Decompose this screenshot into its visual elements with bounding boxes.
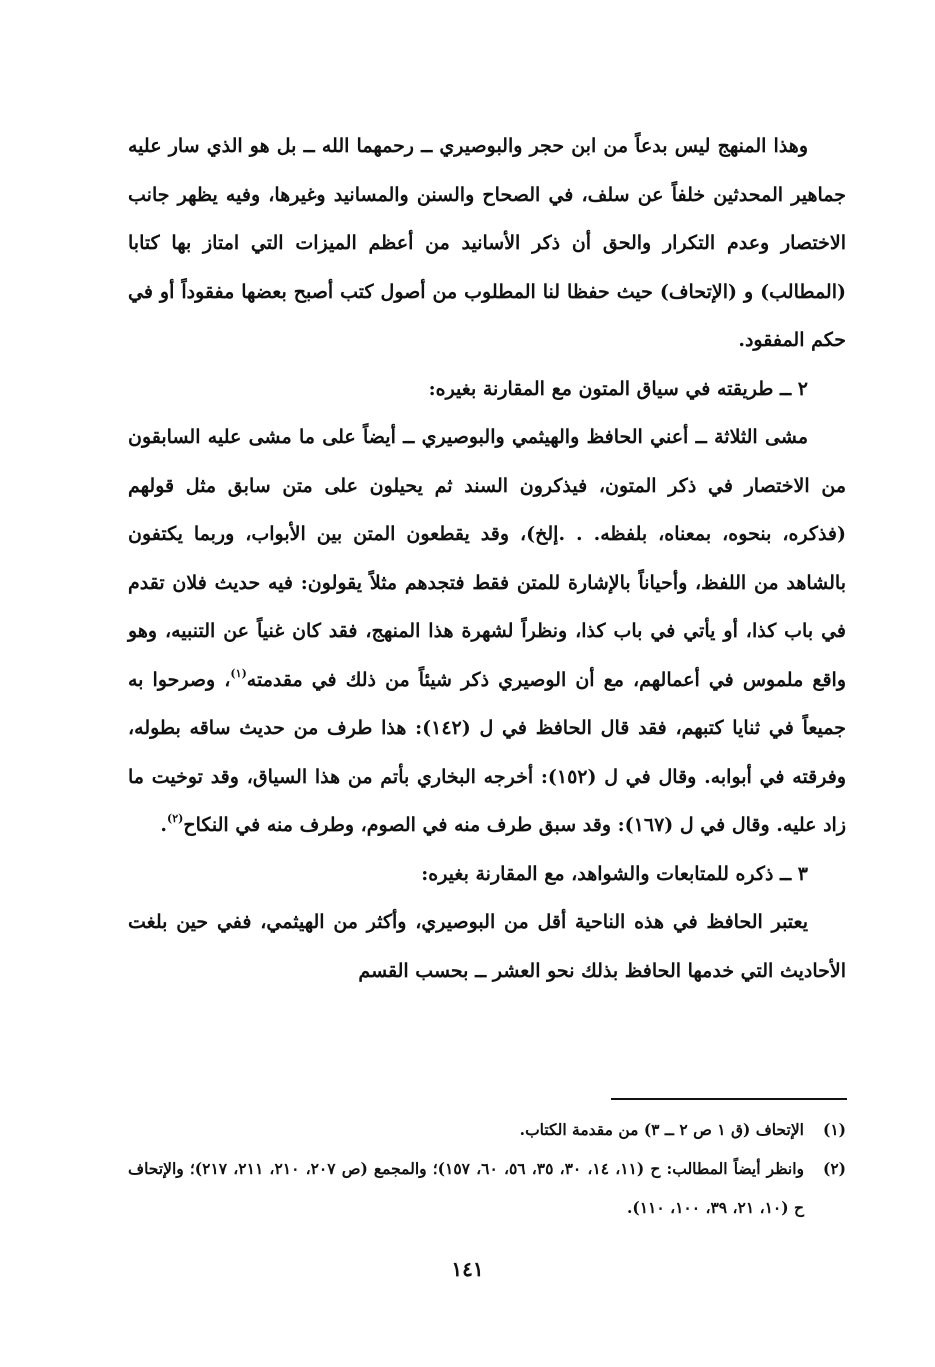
footnotes: [128, 1110, 846, 1227]
footnote-text: وانظر أيضاً المطالب: ح (١١، ١٤، ٣٠، ٣٥، ٥٦، ٦٠، ١٥٧)؛ والمجمع (ص ٢٠٧، ٢١٠، ٢١١، ٢١٧)؛ والإتحاف ح (١٠، ٢١، ٣٩، ١٠٠، ١١٠).: [128, 1159, 805, 1217]
section-heading-2: ٢ ــ طريقته في سياق المتون مع المقارنة بغيره:: [428, 377, 808, 400]
paragraph-methodology: وهذا المنهج ليس بدعاً من ابن حجر والبوصيري ــ رحمهما الله ــ بل هو الذي سار عليه جماهير المحدثين خلفاً عن سلف، في الصحاح والسنن والمسانيد وغيرها، وفيه يظهر جانب الاختصار وعدم التكرار والحق أن ذكر الأسانيد من أعظم الميزات التي امتاز بها كتابا (المطالب) و (الإتحاف) حيث حفظا لنا المطلوب من أصول كتب أصبح بعضها مفقوداً أو في حكم المفقود.: [128, 135, 846, 351]
paragraph-texts-main: مشى الثلاثة ــ أعني الحافظ والهيثمي والبوصيري ــ أيضاً على ما مشى عليه السابقون من الاختصار في ذكر المتون، فيذكرون السند ثم يحيلون على متن سابق مثل قولهم (فذكره، بنحوه، بمعناه، بلفظه. . .إلخ)، وقد يقطعون المتن بين الأبواب، وربما يكتفون بالشاهد من اللفظ، وأحياناً بالإشارة للمتن فقط فتجدهم مثلاً يقولون: فيه حديث فلان تقدم في باب كذا، أو يأتي في باب كذا، ونظراً لشهرة هذا المنهج، فقد كان غنياً عن التنبيه، وهو واقع ملموس في أعمالهم، مع أن الوصيري ذكر شيئاً من ذلك في مقدمته: [128, 426, 847, 691]
footnote-text: الإتحاف (ق ١ ص ٢ ــ ٣) من مقدمة الكتاب.: [519, 1120, 804, 1139]
paragraph-texts-method: [128, 413, 846, 850]
section-heading-3: ٣ ــ ذكره للمتابعات والشواهد، مع المقارنة بغيره:: [421, 862, 808, 885]
footnote-1: [128, 1110, 846, 1149]
footnote-ref-1[interactable]: (١): [230, 666, 247, 680]
paragraph-supporting-narrations: يعتبر الحافظ في هذه الناحية أقل من البوصيري، وأكثر من الهيثمي، ففي حين بلغت الأحاديث التي خدمها الحافظ بذلك نحو العشر ــ بحسب القسم: [128, 911, 846, 982]
page-number: ١٤١: [451, 1257, 484, 1281]
paragraph-texts-end: .: [160, 814, 167, 836]
main-text: [128, 122, 846, 995]
footnote-2: [128, 1149, 846, 1227]
paragraph-texts-cont: ، وصرحوا به جميعاً في ثنايا كتبهم، فقد قال الحافظ في ل (١٤٢): هذا طرف من حديث ساقه بطوله، وفرقته في أبوابه. وقال في ل (١٥٢): أخرجه البخاري بأتم من هذا السياق، وقد توخيت ما زاد عليه. وقال في ل (١٦٧): وقد سبق طرف منه في الصوم، وطرف منه في النكاح: [128, 668, 847, 836]
footnote-number: (١): [822, 1120, 846, 1139]
footnote-ref-2[interactable]: (٢): [167, 812, 184, 825]
footnote-number: (٢): [822, 1159, 846, 1178]
footnote-separator: [611, 1098, 847, 1100]
